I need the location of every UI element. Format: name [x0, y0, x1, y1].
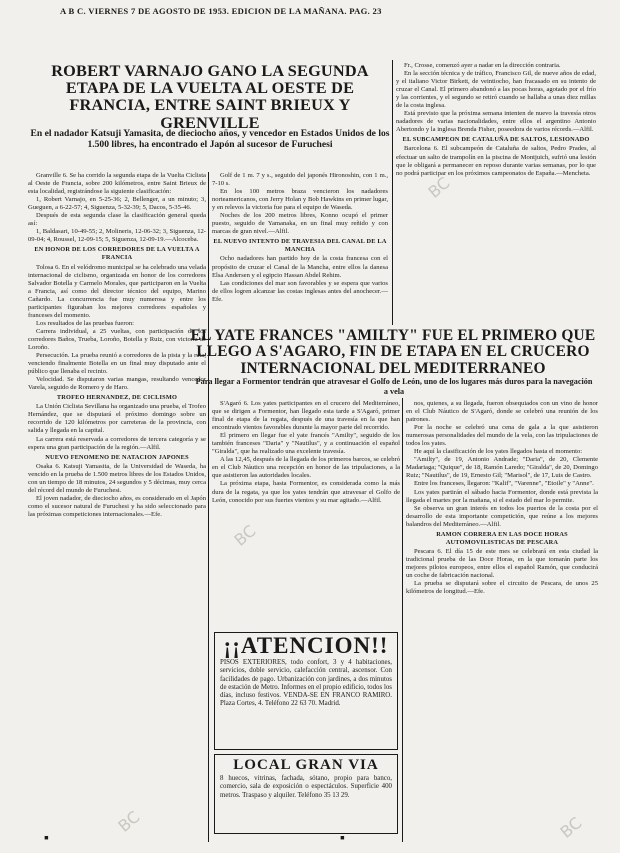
paragraph: "Amilty", de 19, Antonio Andrade; "Daria", de 20, Clemente Madariaga; "Quique", de 18, Ramón Laredo; "Giralda", de 20, Domingo Ruiz; "Nautilus", de 19, Ernesto Gil; "Marisol", de 17, Luis de Castro.	[406, 456, 598, 480]
paragraph: Persecución. La prueba reunió a corredores de la pista y la ruta, venciendo finalmente Botella en un final muy disputado ante el público que llenaba el recinto.	[28, 352, 206, 376]
paragraph: S'Agaró 6. Los yates participantes en el crucero del Mediterráneo, que se dirigen a Formentor, han llegado esta tarde a S'Agaró, primer final de etapa de la regata, después de una travesía en la que han encontrado vientos favorables durante la mayor parte del recorrido.	[212, 400, 400, 432]
paragraph: Carrera individual, a 25 vueltas, con participación de los corredores Baños, Trueba, Loroño, Botella y Ruiz, con victoria de Loroño.	[28, 327, 206, 351]
story1-headline: ROBERT VARNAJO GANO LA SEGUNDA ETAPA DE LA VUELTA AL OESTE DE FRANCIA, ENTRE SAINT BRIEUX Y GRENVILLE	[51, 61, 369, 132]
footer-mark: ▪	[44, 831, 49, 846]
paragraph: Noches de los 200 metros libres, Konno ocupó el primer puesto, seguido de Yamanaka, en un final muy reñido y con marcas de gran nivel.—Alfil.	[212, 212, 388, 236]
running-head: A B C. VIERNES 7 DE AGOSTO DE 1953. EDICION DE LA MAÑANA. PAG. 23	[60, 6, 382, 16]
advert-text: PISOS EXTERIORES, todo confort, 3 y 4 habitaciones, servicios, doble servicio, calefacción central, ascensor. Con facilidades de pago. Urbanización con jardines, a dos minutos de estación de Metro. Informes en el propio edificio, todos los días, incluso festivos. VENDA-SE EN FRANCO RAMIRO. Plaza Cortes, 4. Teléfono 22 63 70. Madrid.	[220, 659, 392, 708]
story1-column-middle	[212, 172, 388, 324]
paragraph: La prueba se disputará sobre el circuito de Pescara, de unos 25 kilómetros de longitud.—Efe.	[406, 580, 598, 596]
paragraph: La carrera está reservada a corredores de tercera categoría y se espera una gran participación de la región.—Alfil.	[28, 435, 206, 451]
paragraph: Tolosa 6. En el velódromo municipal se ha celebrado una velada internacional de ciclismo, organizada en honor de los corredores Salvador Botella y Carmelo Morales, que participaron en la Vuelta a Francia, así como del director técnico del equipo, Marino Cañardo. La concurrencia fue muy numerosa y entre los participantes figuraban los mejores corredores españoles y franceses del momento.	[28, 263, 206, 319]
subheading: EL SUBCAMPEON DE CATALUÑA DE SALTOS, LESIONADO	[402, 136, 590, 144]
story1-column-left	[28, 172, 206, 844]
paragraph: La próxima etapa, hasta Formentor, es considerada como la más dura de la regata, ya que los yates tendrán que atravesar el Golfo de León, conocido por sus fuertes vientos y su mar agitado.—Alfil.	[212, 480, 400, 504]
watermark: BC	[230, 521, 260, 550]
column-right-top	[396, 62, 596, 324]
watermark: BC	[556, 813, 586, 842]
paragraph: El joven nadador, de dieciocho años, es considerado en el Japón como el sucesor natural de Furuchesi y ha sido seleccionado para las próximas competiciones internacionales.—Efe.	[28, 494, 206, 518]
story2-column-b	[406, 400, 598, 840]
paragraph: Golf de 1 m. 7 y s., seguido del japonés Hironoshin, con 1 m., 7-10 s.	[212, 172, 388, 188]
paragraph: 1, Robert Varnajo, en 5-25-36; 2, Bellenger, a un minuto; 3, Gueguen, a 6-22-57; 4, Siguenza, 5-32-39; 5, Dacos, 5-35-46.	[28, 196, 206, 212]
advert-title: LOCAL GRAN VIA	[233, 757, 379, 773]
paragraph: En los 100 metros braza vencieron los nadadores norteamericanos, con Jerry Holan y Bob Hawkins en primer lugar, y en relevos la victoria fue para el equipo de Waseda.	[212, 188, 388, 212]
paragraph: Ocho nadadores han partido hoy de la costa francesa con el propósito de cruzar el Canal de la Mancha, entre ellos la danesa Elsa Andersen y el egipcio Hassan Abdel Rehim.	[212, 255, 388, 279]
paragraph: Las condiciones del mar son favorables y se espera que varios de ellos logren alcanzar las costas inglesas antes del anochecer.—Efe.	[212, 279, 388, 303]
paragraph: Los resultados de las pruebas fueron:	[36, 319, 134, 327]
subheading: RAMON CORRERA EN LAS DOCE HORAS AUTOMOVILISTICAS DE PESCARA	[436, 530, 568, 546]
paragraph: La Unión Ciclista Sevillana ha organizado una prueba, el Trofeo Hernández, que se disputará el próximo domingo sobre un recorrido de 120 kilómetros por carreteras de la provincia, con salida y llegada en la capital.	[28, 403, 206, 435]
paragraph: Se observa un gran interés en todos los puertos de la costa por el desarrollo de esta importante competición, que reúne a los mejores balandros del Mediterráneo.—Alfil.	[406, 504, 598, 528]
paragraph: Los yates partirán el sábado hacia Formentor, donde está prevista la llegada el martes por la mañana, si el estado del mar lo permite.	[406, 488, 598, 504]
paragraph: 1, Baldasari, 10-49-55; 2, Molineris, 12-06-32; 3, Siguenza, 12-09-04; 4, Roussel, 12-09-15; 5, Siguenza, 12-09-19.—Alcoceba.	[28, 228, 206, 244]
paragraph: Después de esta segunda clase la clasificación general queda así:	[28, 212, 206, 228]
paragraph: Barcelona 6. El subcampeón de Cataluña de saltos, Pedro Prades, al efectuar un salto de trampolín en la piscina de Montjuich, sufrió una lesión que le obligará a permanecer en reposo durante varias semanas, por lo que no podrá participar en los próximos campeonatos de España.—Mencheta.	[396, 145, 596, 177]
paragraph: Granville 6. Se ha corrido la segunda etapa de la Vuelta Ciclista al Oeste de Francia, sobre 200 kilómetros, entre Saint Brieux de esta localidad, registrándose la siguiente clasificación:	[28, 172, 206, 196]
watermark: BC	[114, 807, 144, 836]
paragraph: Entre los franceses, llegaron: "Kalif", "Varenne", "Etoile" y "Anne".	[414, 480, 594, 488]
story1-deck: En el nadador Katsuji Yamasita, de dieciocho años, y vencedor en Estados Unidos de los 1.500 libres, ha encontrado el Japón al sucesor de Furuchesi	[30, 128, 390, 151]
advert-local-gran-via	[214, 754, 398, 834]
story2-headline: EL YATE FRANCES "AMILTY" FUE EL PRIMERO QUE LLEGO A S'AGARO, FIN DE ETAPA EN EL CRUCERO INTERNACIONAL DEL MEDITERRANEO	[190, 327, 596, 377]
paragraph: nos, quienes, a su llegada, fueron obsequiados con un vino de honor en el Club Náutico de S'Agaró, donde se celebró una reunión de los patrones.	[406, 400, 598, 424]
footer-mark: ▪	[340, 831, 345, 846]
column-rule	[392, 60, 393, 325]
paragraph: Velocidad. Se disputaron varias mangas, resultando vencedor Varela, seguido de Romero y de Haro.	[28, 376, 206, 392]
subheading: EN HONOR DE LOS CORREDORES DE LA VUELTA A FRANCIA	[34, 246, 200, 262]
paragraph: En la sección técnica y de tráfico, Francisco Gil, de nueve años de edad, y el italiano Victor Birkett, de veintiocho, han fracasado en su intento de cruzar el Canal. El primero abandonó a las pocas horas, agotado por el frío y las corrientes, y el segundo se retiró cuando se hallaba a unas diez millas de la costa inglesa.	[396, 70, 596, 110]
advert-text: 8 huecos, vitrinas, fachada, sótano, propio para banco, comercio, sala de exposición o espectáculos. Superficie 400 metros. Traspaso y alquiler. Teléfono 35 13 29.	[220, 775, 392, 799]
subheading: TROFEO HERNANDEZ, DE CICLISMO	[56, 394, 178, 402]
paragraph: El primero en llegar fue el yate francés "Amilty", seguido de los también franceses "Daria" y "Nautilus", y a continuación el español "Giralda", que ha realizado una excelente travesía.	[212, 432, 400, 456]
subheading: NUEVO FENOMENO DE NATACION JAPONES	[45, 453, 189, 461]
column-rule	[402, 398, 403, 842]
paragraph: Está previsto que la próxima semana intenten de nuevo la travesía otros nadadores de varias nacionalidades, entre ellos el argentino Antonio Abertondo y la inglesa Brenda Fisher, poseedora de varios récords.—Alfil.	[396, 110, 596, 134]
paragraph: A las 12,45, después de la llegada de los primeros barcos, se celebró en el Club Náutico una recepción en honor de las tripulaciones, a la que asistieron las autoridades locales.	[212, 456, 400, 480]
paragraph: Osaka 6. Katsuji Yamasita, de la Universidad de Waseda, ha vencido en la prueba de 1.500 metros libres de los Estados Unidos, con un tiempo de 18 minutos, 24 segundos y 5 décimas, muy cerca del récord del mundo de Furuchesi.	[28, 462, 206, 494]
advert-title: ¡¡ATENCION!!	[223, 633, 389, 658]
subheading: EL NUEVO INTENTO DE TRAVESIA DEL CANAL DE LA MANCHA	[213, 238, 387, 254]
paragraph: He aquí la clasificación de los yates llegados hasta el momento:	[414, 448, 583, 456]
story2-deck: Para llegar a Formentor tendrán que atravesar el Golfo de León, uno de los lugares más duros para la navegación a vela	[195, 377, 593, 396]
paragraph: Pescara 6. El día 15 de este mes se celebrará en esta ciudad la tradicional prueba de las Doce Horas, en la que tomarán parte los mejores pilotos europeos, entre ellos el español Ramón, que conducirá un coche de fabricación nacional.	[406, 547, 598, 579]
paragraph: Por la noche se celebró una cena de gala a la que asistieron numerosas personalidades del mundo de la vela, con las tripulaciones de todos los yates.	[406, 424, 598, 448]
story2-column-a	[212, 400, 400, 628]
advert-atencion	[214, 632, 398, 750]
column-rule	[208, 172, 209, 842]
paragraph: Fr., Crosse, comenzó ayer a nadar en la dirección contraria.	[404, 62, 561, 69]
watermark: BC	[424, 173, 454, 202]
